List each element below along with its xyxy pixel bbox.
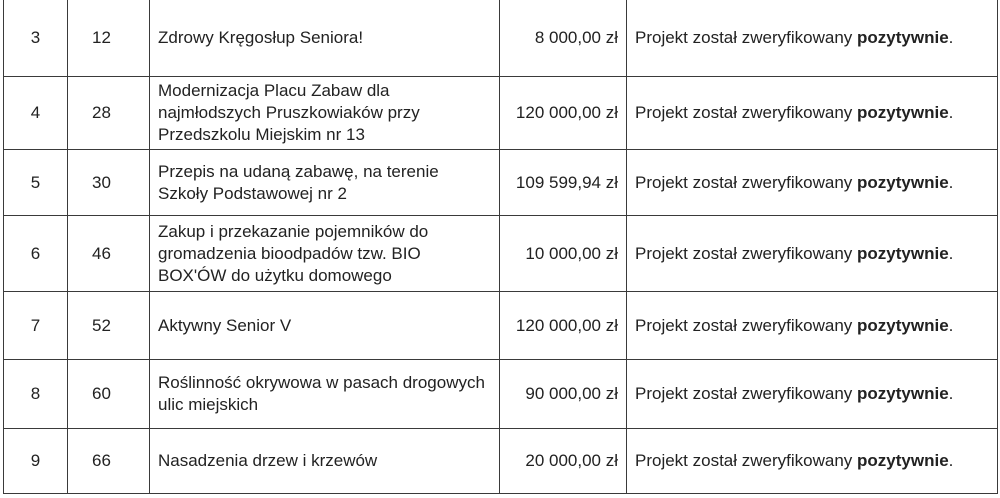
status-suffix: . <box>948 315 954 335</box>
status-result: pozytywnie <box>857 451 949 470</box>
project-id: 52 <box>68 292 150 360</box>
project-amount: 109 599,94 zł <box>500 150 627 216</box>
status-prefix: Projekt został zweryfikowany <box>635 27 858 47</box>
status-prefix: Projekt został zweryfikowany <box>635 243 858 263</box>
table-row <box>4 216 998 292</box>
status-suffix: . <box>948 172 954 192</box>
status-suffix: . <box>948 27 954 47</box>
status-suffix: . <box>948 103 954 122</box>
project-name: Przepis na udaną zabawę, na terenie Szkoły Podstawowej nr 2 <box>150 150 500 216</box>
status-result: pozytywnie <box>857 315 949 335</box>
table-row <box>4 77 998 150</box>
project-name: Roślinność okrywowa w pasach drogowych ulic miejskich <box>150 360 500 429</box>
verification-status <box>627 77 998 150</box>
verification-status <box>627 0 998 77</box>
status-prefix: Projekt został zweryfikowany <box>635 172 858 192</box>
status-prefix: Projekt został zweryfikowany <box>635 384 858 403</box>
project-id: 60 <box>68 360 150 429</box>
projects-table <box>3 0 998 494</box>
status-suffix: . <box>948 384 954 403</box>
project-name: Aktywny Senior V <box>150 292 500 360</box>
status-result: pozytywnie <box>857 243 949 263</box>
status-result: pozytywnie <box>857 27 949 47</box>
row-number: 8 <box>4 360 68 429</box>
row-number: 5 <box>4 150 68 216</box>
row-number: 6 <box>4 216 68 292</box>
project-id: 66 <box>68 429 150 494</box>
status-prefix: Projekt został zweryfikowany <box>635 315 858 335</box>
status-suffix: . <box>948 451 954 470</box>
project-id: 28 <box>68 77 150 150</box>
row-number: 4 <box>4 77 68 150</box>
project-amount: 8 000,00 zł <box>500 0 627 77</box>
status-result: pozytywnie <box>857 172 949 192</box>
project-id: 30 <box>68 150 150 216</box>
project-id: 46 <box>68 216 150 292</box>
verification-status <box>627 292 998 360</box>
table-row <box>4 292 998 360</box>
status-prefix: Projekt został zweryfikowany <box>635 451 858 470</box>
project-amount: 10 000,00 zł <box>500 216 627 292</box>
verification-status <box>627 360 998 429</box>
status-result: pozytywnie <box>857 384 949 403</box>
project-name: Nasadzenia drzew i krzewów <box>150 429 500 494</box>
verification-status <box>627 429 998 494</box>
project-amount: 120 000,00 zł <box>500 292 627 360</box>
status-result: pozytywnie <box>857 103 949 122</box>
table-row <box>4 360 998 429</box>
project-name: Zdrowy Kręgosłup Seniora! <box>150 0 500 77</box>
status-suffix: . <box>948 243 954 263</box>
row-number: 7 <box>4 292 68 360</box>
project-amount: 90 000,00 zł <box>500 360 627 429</box>
status-prefix: Projekt został zweryfikowany <box>635 103 858 122</box>
project-amount: 120 000,00 zł <box>500 77 627 150</box>
table-row <box>4 429 998 494</box>
table-row <box>4 150 998 216</box>
verification-status <box>627 150 998 216</box>
project-id: 12 <box>68 0 150 77</box>
verification-status <box>627 216 998 292</box>
table-row <box>4 0 998 77</box>
project-name: Modernizacja Placu Zabaw dla najmłodszych Pruszkowiaków przy Przedszkolu Miejskim nr 13 <box>150 77 500 150</box>
project-amount: 20 000,00 zł <box>500 429 627 494</box>
project-name: Zakup i przekazanie pojemników do gromadzenia bioodpadów tzw. BIO BOX'ÓW do użytku domowego <box>150 216 500 292</box>
row-number: 9 <box>4 429 68 494</box>
row-number: 3 <box>4 0 68 77</box>
